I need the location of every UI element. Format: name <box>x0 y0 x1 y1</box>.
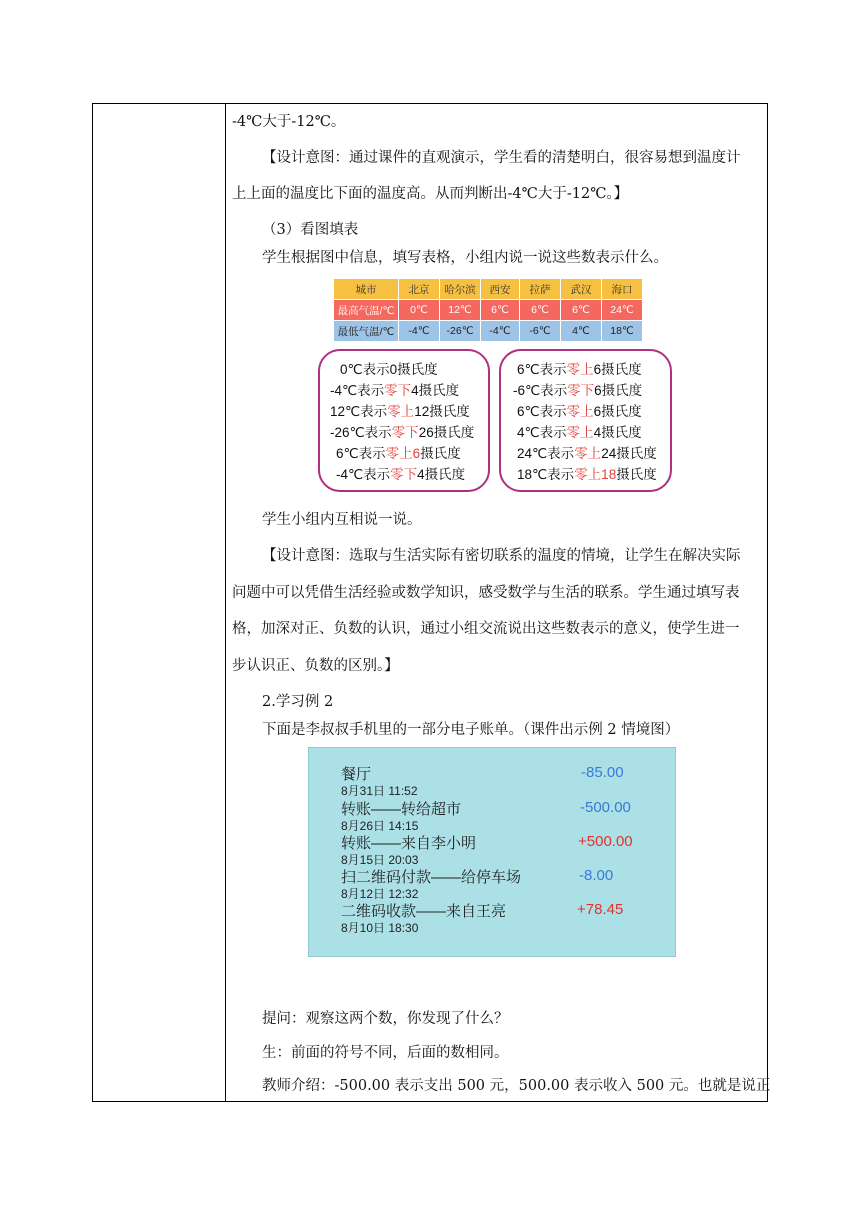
bubble-line: -6℃表示零下6摄氏度 <box>513 383 643 398</box>
example-2-desc: 下面是李叔叔手机里的一部分电子账单。（课件出示例 2 情境图） <box>262 722 680 738</box>
table-cell: 西安 <box>481 279 520 300</box>
bill-item-time: 8月10日 18:30 <box>341 921 419 935</box>
electronic-bill-image <box>308 747 676 957</box>
design-intent-1a: 【设计意图：通过课件的直观演示，学生看的清楚明白，很容易想到温度计 <box>262 150 741 166</box>
explanation-bubble-right <box>499 349 672 492</box>
table-low-row <box>334 321 643 342</box>
column-divider <box>225 103 226 1102</box>
answer-line: 生：前面的符号不同，后面的数相同。 <box>262 1045 509 1061</box>
table-cell: -26℃ <box>440 321 481 342</box>
bubble-line: 18℃表示零上18摄氏度 <box>517 467 657 482</box>
bubble-line: -26℃表示零下26摄氏度 <box>330 425 475 440</box>
bubble-line: 4℃表示零上4摄氏度 <box>517 425 642 440</box>
table-high-row <box>334 300 643 321</box>
design-intent-1b: 上上面的温度比下面的温度高。从而判断出-4℃大于-12℃。】 <box>232 186 629 202</box>
table-cell: -4℃ <box>481 321 520 342</box>
table-cell: 24℃ <box>602 300 643 321</box>
table-cell: 18℃ <box>602 321 643 342</box>
teacher-line: 教师介绍：-500.00 表示支出 500 元，500.00 表示收入 500 元。也就是说正 <box>262 1078 771 1094</box>
table-cell: 拉萨 <box>520 279 561 300</box>
bill-item-name: 餐厅 <box>341 766 372 783</box>
bill-item-time: 8月31日 11:52 <box>341 784 418 798</box>
table-cell: 北京 <box>399 279 440 300</box>
bubble-line: 6℃表示零上6摄氏度 <box>517 362 642 377</box>
text-line: -4℃大于-12℃。 <box>232 114 346 130</box>
table-cell: 12℃ <box>440 300 481 321</box>
bubble-line: 12℃表示零上12摄氏度 <box>330 404 470 419</box>
design-intent-2a: 【设计意图：选取与生活实际有密切联系的温度的情境，让学生在解决实际 <box>262 548 741 564</box>
design-intent-2b: 问题中可以凭借生活经验或数学知识，感受数学与生活的联系。学生通过填写表 <box>232 585 740 601</box>
bill-item-time: 8月15日 20:03 <box>341 853 419 867</box>
table-cell: 0℃ <box>399 300 440 321</box>
question-line: 提问：观察这两个数，你发现了什么？ <box>262 1011 509 1027</box>
table-cell: 海口 <box>602 279 643 300</box>
example-2-heading: 2.学习例 2 <box>262 694 334 710</box>
bubble-line: 24℃表示零上24摄氏度 <box>517 446 657 461</box>
table-cell: -6℃ <box>520 321 561 342</box>
bill-item-name: 扫二维码付款——给停车场 <box>341 869 522 886</box>
table-cell: 4℃ <box>561 321 602 342</box>
bill-item-name: 二维码收款——来自王亮 <box>341 903 507 920</box>
bubble-line: 0℃表示0摄氏度 <box>340 362 438 377</box>
step-3-heading: （3）看图填表 <box>262 222 359 238</box>
bill-item-name: 转账——来自李小明 <box>341 835 477 852</box>
explanation-bubble-left <box>318 349 490 492</box>
table-cell: 最低气温/℃ <box>334 321 399 342</box>
table-header-row <box>334 279 643 300</box>
table-cell: 哈尔滨 <box>440 279 481 300</box>
table-cell: -4℃ <box>399 321 440 342</box>
bill-item-name: 转账——转给超市 <box>341 801 462 818</box>
design-intent-2c: 格，加深对正、负数的认识，通过小组交流说出这些数表示的意义，使学生进一 <box>232 621 740 637</box>
table-cell: 6℃ <box>561 300 602 321</box>
design-intent-2d: 步认识正、负数的区别。】 <box>232 658 399 674</box>
table-cell: 城市 <box>334 279 399 300</box>
table-cell: 6℃ <box>520 300 561 321</box>
bill-item-time: 8月12日 12:32 <box>341 887 419 901</box>
bill-item-amount: -85.00 <box>581 764 624 781</box>
bill-item-time: 8月26日 14:15 <box>341 819 419 833</box>
bill-item-amount: -8.00 <box>579 867 614 884</box>
table-cell: 6℃ <box>481 300 520 321</box>
bubble-line: -4℃表示零下4摄氏度 <box>336 467 466 482</box>
bill-item-amount: +78.45 <box>577 901 624 918</box>
bubble-line: 6℃表示零上6摄氏度 <box>336 446 461 461</box>
step-3-desc: 学生根据图中信息，填写表格，小组内说一说这些数表示什么。 <box>262 250 668 266</box>
bubble-line: 6℃表示零上6摄氏度 <box>517 404 642 419</box>
bill-item-amount: -500.00 <box>580 799 631 816</box>
bubble-line: -4℃表示零下4摄氏度 <box>330 383 460 398</box>
group-talk: 学生小组内互相说一说。 <box>262 512 422 528</box>
temperature-table <box>333 278 643 342</box>
table-cell: 最高气温/℃ <box>334 300 399 321</box>
table-cell: 武汉 <box>561 279 602 300</box>
bill-item-amount: +500.00 <box>578 833 633 850</box>
